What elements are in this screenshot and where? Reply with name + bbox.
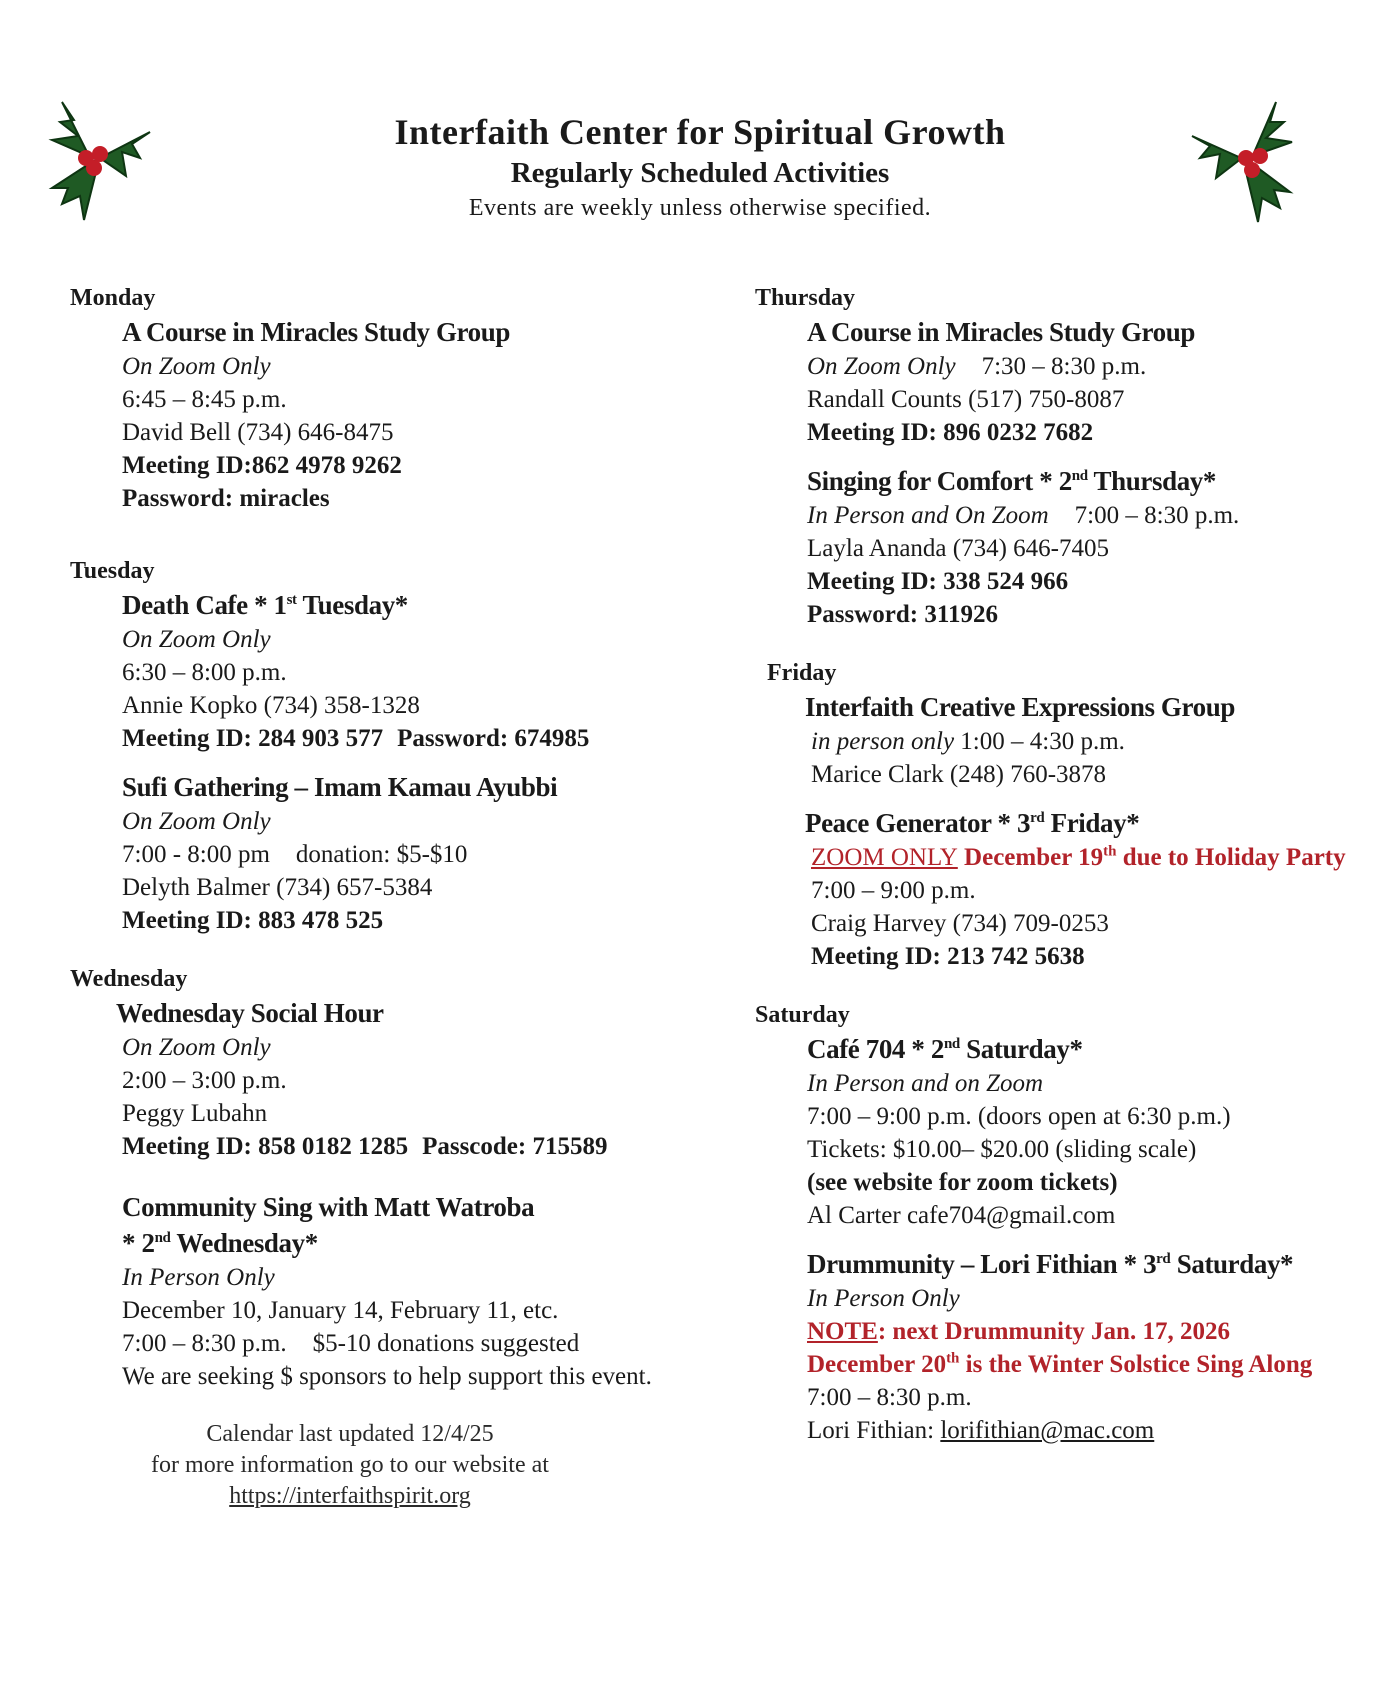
event-time: 6:30 – 8:00 p.m. <box>122 659 287 686</box>
page-title: Interfaith Center for Spiritual Growth <box>394 112 1006 152</box>
event-mode: In Person Only <box>122 1264 275 1291</box>
event-meeting-id: Meeting ID: 883 478 525 <box>122 907 384 934</box>
event-title: Wednesday Social Hour <box>116 998 384 1028</box>
more-info: for more information go to our website at <box>151 1452 549 1478</box>
last-updated: Calendar last updated 12/4/25 <box>206 1421 494 1447</box>
event-singing-comfort <box>807 463 1385 631</box>
day-heading-wednesday: Wednesday <box>70 966 188 992</box>
event-meeting-id: Meeting ID: 896 0232 7682 <box>807 419 1094 446</box>
day-heading-thursday: Thursday <box>755 285 856 311</box>
event-creative-expressions <box>805 689 1385 791</box>
event-mode: In Person and on Zoom <box>807 1070 1044 1097</box>
event-password: Password: miracles <box>122 485 330 512</box>
event-title: Drummunity – Lori Fithian * 3rd Saturday* <box>807 1249 1294 1279</box>
event-time: 7:00 – 8:30 p.m. $5-10 donations suggested <box>122 1330 580 1357</box>
event-title: A Course in Miracles Study Group <box>122 317 510 347</box>
day-heading-friday: Friday <box>767 660 837 686</box>
event-title: Singing for Comfort * 2nd Thursday* <box>807 466 1216 496</box>
event-notice: NOTE: next Drummunity Jan. 17, 2026 <box>807 1318 1230 1345</box>
event-mode-time: in person only 1:00 – 4:30 p.m. <box>811 728 1125 755</box>
event-mode-time: In Person and On Zoom 7:00 – 8:30 p.m. <box>807 502 1240 529</box>
event-mode-time: On Zoom Only 7:30 – 8:30 p.m. <box>807 353 1147 380</box>
event-title: Community Sing with Matt Watroba <box>122 1192 535 1222</box>
event-title: Café 704 * 2nd Saturday* <box>807 1034 1083 1064</box>
day-heading-saturday: Saturday <box>755 1002 850 1028</box>
event-tickets: Tickets: $10.00– $20.00 (sliding scale) <box>807 1136 1197 1163</box>
event-meeting-id: Meeting ID: 213 742 5638 <box>811 943 1085 970</box>
event-contact: Peggy Lubahn <box>122 1100 268 1127</box>
event-cafe-704 <box>807 1031 1385 1232</box>
event-contact: Annie Kopko (734) 358-1328 <box>122 692 420 719</box>
event-title: Interfaith Creative Expressions Group <box>805 692 1235 722</box>
event-contact: Al Carter cafe704@gmail.com <box>807 1202 1116 1229</box>
event-contact: Layla Ananda (734) 646-7405 <box>807 535 1110 562</box>
right-column <box>755 282 1385 1461</box>
event-contact: Marice Clark (248) 760-3878 <box>811 761 1107 788</box>
website-link[interactable]: https://interfaithspirit.org <box>229 1483 471 1509</box>
event-contact: Randall Counts (517) 750-8087 <box>807 386 1125 413</box>
event-mode: On Zoom Only <box>122 626 271 653</box>
event-title: Death Cafe * 1st Tuesday* <box>122 590 408 620</box>
event-time: 6:45 – 8:45 p.m. <box>122 386 287 413</box>
event-acim-thursday <box>807 314 1385 449</box>
event-contact: Craig Harvey (734) 709-0253 <box>811 910 1109 937</box>
event-notice: ZOOM ONLY December 19th due to Holiday Party <box>811 843 1346 871</box>
event-acim-monday <box>122 314 710 515</box>
event-contact: Lori Fithian: lorifithian@mac.com <box>807 1417 1155 1444</box>
event-title: Peace Generator * 3rd Friday* <box>805 808 1140 838</box>
event-title: A Course in Miracles Study Group <box>807 317 1195 347</box>
event-contact: Delyth Balmer (734) 657-5384 <box>122 874 433 901</box>
page-note: Events are weekly unless otherwise specified. <box>468 195 932 221</box>
event-sufi-gathering <box>122 769 710 937</box>
event-meeting-id: Meeting ID: 858 0182 1285 Passcode: 715589 <box>122 1133 608 1160</box>
event-time: 7:00 - 8:00 pm donation: $5-$10 <box>122 841 468 868</box>
event-peace-generator <box>805 805 1385 973</box>
event-meeting-id: Meeting ID: 338 524 966 <box>807 568 1069 595</box>
event-meeting-id: Meeting ID:862 4978 9262 <box>122 452 402 479</box>
event-contact: David Bell (734) 646-8475 <box>122 419 394 446</box>
footer <box>70 1419 630 1512</box>
event-time: 7:00 – 9:00 p.m. <box>811 877 976 904</box>
page-header <box>0 110 1400 224</box>
event-mode: On Zoom Only <box>122 808 271 835</box>
event-drummunity <box>807 1246 1385 1447</box>
event-frequency: * 2nd Wednesday* <box>122 1228 318 1258</box>
event-mode: In Person Only <box>807 1285 960 1312</box>
event-time: 2:00 – 3:00 p.m. <box>122 1067 287 1094</box>
event-time: 7:00 – 9:00 p.m. (doors open at 6:30 p.m.) <box>807 1103 1231 1130</box>
page-subtitle: Regularly Scheduled Activities <box>510 157 890 189</box>
event-death-cafe <box>122 587 710 755</box>
event-tickets-note: (see website for zoom tickets) <box>807 1169 1118 1196</box>
event-password: Password: 311926 <box>807 601 998 628</box>
event-time: 7:00 – 8:30 p.m. <box>807 1384 972 1411</box>
event-meeting-id: Meeting ID: 284 903 577 Password: 674985 <box>122 725 590 752</box>
event-dates: December 10, January 14, February 11, etc. <box>122 1297 559 1324</box>
event-mode: On Zoom Only <box>122 353 271 380</box>
event-note: We are seeking $ sponsors to help support this event. <box>122 1363 652 1390</box>
left-column <box>70 282 710 1512</box>
event-social-hour <box>116 995 710 1163</box>
day-heading-monday: Monday <box>70 285 156 311</box>
event-solstice-notice: December 20th is the Winter Solstice Sing Along <box>807 1350 1313 1378</box>
event-community-sing <box>122 1189 710 1393</box>
event-title: Sufi Gathering – Imam Kamau Ayubbi <box>122 772 558 802</box>
email-link[interactable]: lorifithian@mac.com <box>940 1417 1155 1444</box>
day-heading-tuesday: Tuesday <box>70 558 155 584</box>
event-mode: On Zoom Only <box>122 1034 271 1061</box>
